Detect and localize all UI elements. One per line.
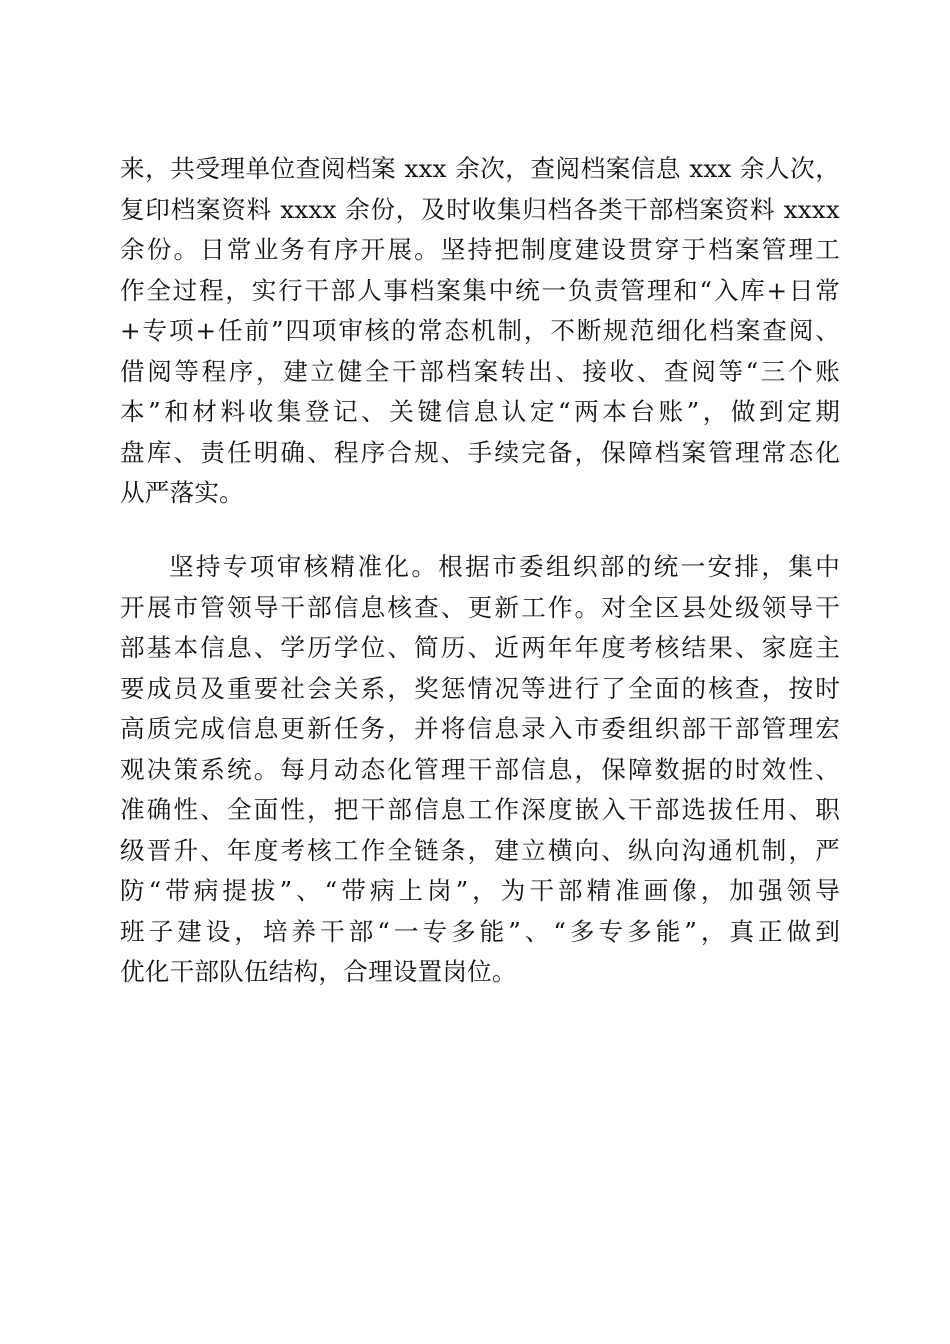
paragraph-line: 要成员及重要社会关系，奖惩情况等进行了全面的核查，按时 xyxy=(120,673,840,703)
paragraph-line: 余份。日常业务有序开展。坚持把制度建设贯穿于档案管理工 xyxy=(120,235,840,264)
paragraph-line: 复印档案资料 xxxx 余份，及时收集归档各类干部档案资料 xxxx xyxy=(120,194,840,224)
paragraph-line: 班子建设，培养干部“一专多能”、“多专多能”，真正做到 xyxy=(120,916,840,946)
paragraph-line: 本”和材料收集登记、关键信息认定“两本台账”，做到定期 xyxy=(120,397,840,426)
paragraph-line: 部基本信息、学历学位、简历、近两年年度考核结果、家庭主 xyxy=(120,633,840,662)
paragraph-archive-management xyxy=(120,149,840,514)
paragraph-line: 作全过程，实行干部人事档案集中统一负责管理和“入库+日常 xyxy=(120,275,840,305)
paragraph-line: +专项+任前”四项审核的常态机制，不断规范细化档案查阅、 xyxy=(120,316,840,345)
paragraph-line: 开展市管领导干部信息核查、更新工作。对全区县处级领导干 xyxy=(120,592,840,622)
paragraph-line: 从严落实。 xyxy=(120,478,244,507)
paragraph-line: 级晋升、年度考核工作全链条，建立横向、纵向沟通机制，严 xyxy=(120,835,840,865)
paragraph-line: 准确性、全面性，把干部信息工作深度嵌入干部选拔任用、职 xyxy=(120,795,840,824)
paragraph-special-review xyxy=(120,547,840,993)
paragraph-line: 高质完成信息更新任务，并将信息录入市委组织部干部管理宏 xyxy=(120,714,840,743)
paragraph-line: 来，共受理单位查阅档案 xxx 余次，查阅档案信息 xxx 余人次， xyxy=(120,154,840,183)
paragraph-line: 优化干部队伍结构，合理设置岗位。 xyxy=(120,957,517,986)
paragraph-line: 坚持专项审核精准化。根据市委组织部的统一安排，集中 xyxy=(169,552,840,581)
paragraph-line: 盘库、责任明确、程序合规、手续完备，保障档案管理常态化 xyxy=(120,437,840,467)
paragraph-line: 观决策系统。每月动态化管理干部信息，保障数据的时效性、 xyxy=(120,754,840,784)
paragraph-line: 防“带病提拔”、“带病上岗”，为干部精准画像，加强领导 xyxy=(120,876,840,905)
paragraph-line: 借阅等程序，建立健全干部档案转出、接收、查阅等“三个账 xyxy=(120,356,840,386)
